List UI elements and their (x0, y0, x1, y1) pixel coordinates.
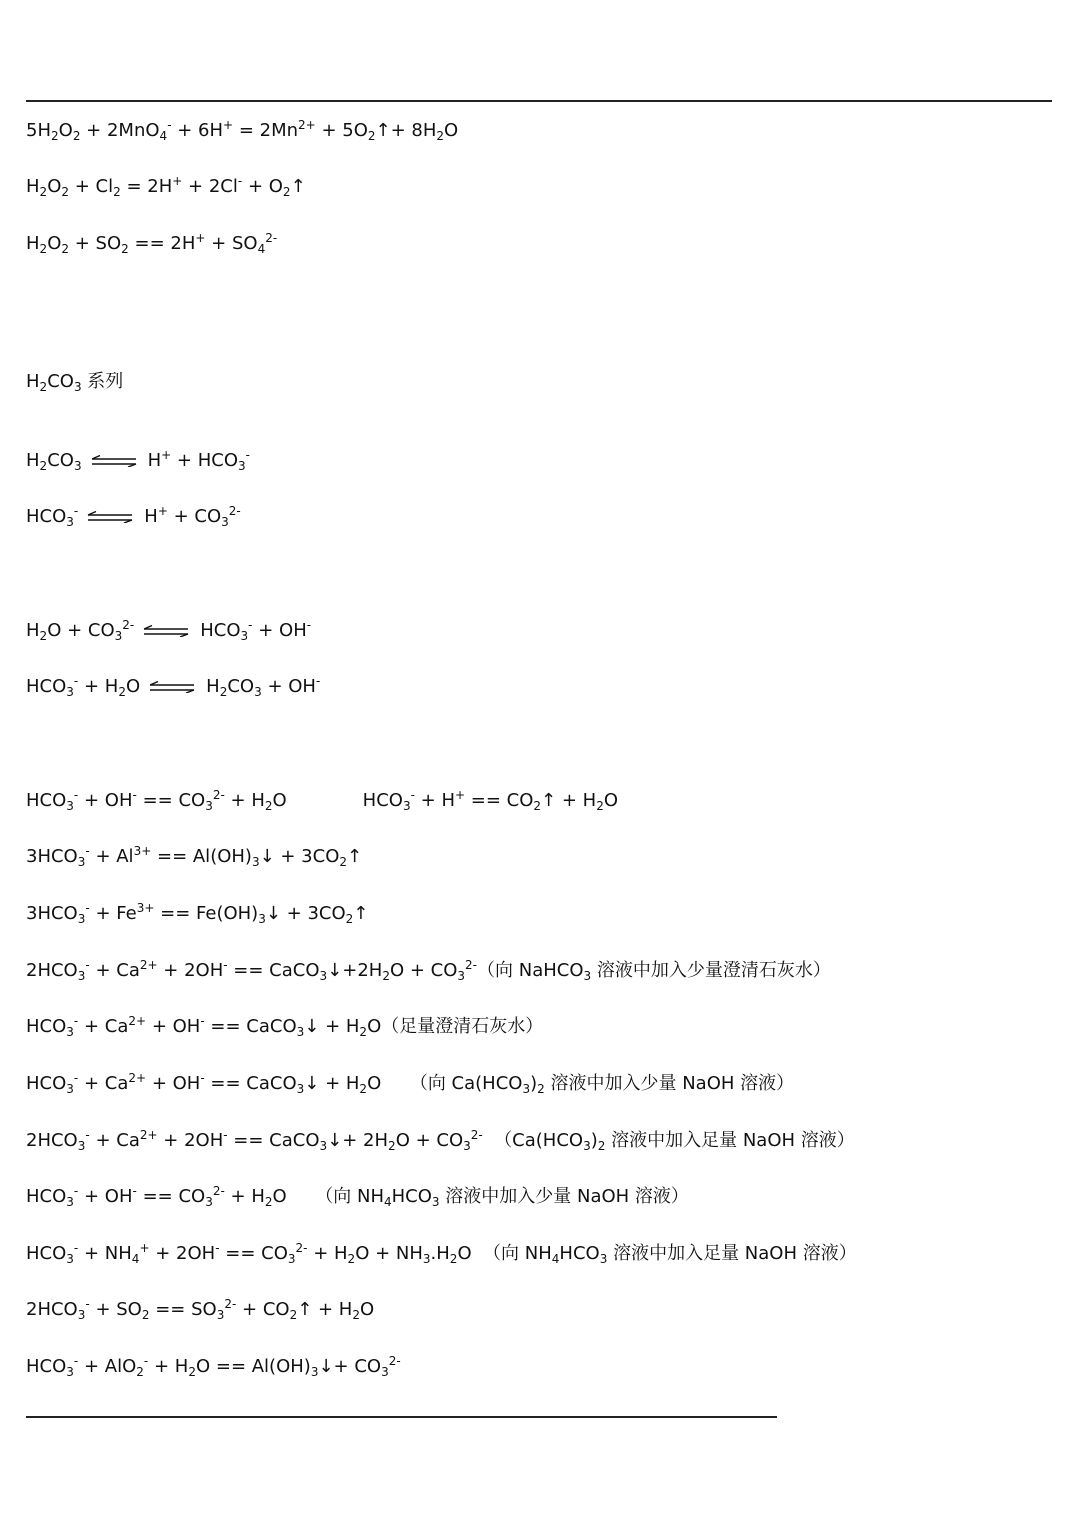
equilibrium-line (26, 505, 241, 529)
equation-line: $HCO_3^- + Ca^{2+} + OH^-$ == CaCO$_3$↓ + $H_2O$ （向 $Ca(HCO_3)_2$ 溶液中加入少量 NaOH 溶液） (26, 1071, 795, 1096)
equation-line: $5H_2O_2 + 2MnO_4^- + 6H^+ = 2Mn^{2+}$ + $5O_2↑+ 8H_2O$ (26, 118, 459, 143)
equation-line (26, 789, 618, 813)
equilibrium-arrow-icon (86, 511, 134, 523)
products: $H^+ + CO_3^{2-}$ (144, 504, 241, 529)
products: $HCO_3^- + OH^-$ (200, 618, 312, 643)
equilibrium-arrow-icon (148, 681, 196, 693)
bottom-rule (26, 1416, 777, 1418)
equilibrium-arrow-icon (142, 625, 190, 637)
section-heading: $H_2CO_3$ 系列 (26, 371, 124, 394)
equation-line: $HCO_3^- + Ca^{2+} + OH^-$ == CaCO$_3$↓ + $H_2O$（足量澄清石灰水） (26, 1014, 544, 1039)
equation-line: $2HCO_3^- + Ca^{2+} + 2OH^-$ == $CaCO_3↓+2H_2O + CO_3^{2-}$（向 NaHCO$_3$ 溶液中加入少量澄清石灰水） (26, 958, 831, 983)
equation-line: $3HCO_3^- + Al^{3+}$ == $Al(OH)_3↓$ + $3CO_2↑$ (26, 844, 363, 869)
equation-line: $HCO_3^- + NH_4^+ + 2OH^- == CO_3^{2-} + H_2O + NH_3.H_2O$ （向 $NH_4HCO_3$ 溶液中加入足量 NaOH 溶液） (26, 1241, 857, 1266)
equation-right: $HCO_3^- + H^+$ == $CO_2↑ + H_2O$ (362, 788, 619, 813)
equation-line: $HCO_3^- + AlO_2^- + H_2O$ == $Al(OH)_3↓+ CO_3^{2-}$ (26, 1354, 401, 1379)
equation-line: $H_2O_2 + Cl_2 = 2H^+ + 2Cl^-$ + $O_2↑$ (26, 174, 306, 199)
equation-left: $HCO_3^- + OH^- == CO_3^{2-} + H_2O$ (26, 788, 287, 813)
reactants: $H_2O + CO_3^{2-}$ (26, 618, 135, 643)
equation-line: $2HCO_3^- + Ca^{2+} + 2OH^-$ == CaCO$_3$↓+ $2H_2O + CO_3^{2-}$ （$Ca(HCO_3)_2$ 溶液中加入足量 NaOH 溶液） (26, 1128, 855, 1153)
equation-line: $3HCO_3^- + Fe^{3+}$ == $Fe(OH)_3↓$ + $3CO_2↑$ (26, 901, 369, 926)
equilibrium-line (26, 675, 320, 699)
equilibrium-line (26, 449, 250, 473)
equation-line: $H_2O_2 + SO_2 == 2H^+ + SO_4^{2-}$ (26, 231, 278, 256)
reactants: $HCO_3^- + H_2O$ (26, 674, 141, 699)
reactants: $H_2CO_3$ (26, 450, 82, 473)
equilibrium-arrow-icon (90, 455, 138, 467)
products: $H^+ + HCO_3^-$ (147, 448, 250, 473)
reactants: $HCO_3^-$ (26, 504, 79, 529)
equilibrium-line (26, 619, 311, 643)
products: $H_2CO_3 + OH^-$ (206, 674, 321, 699)
equation-line: $HCO_3^- + OH^- == CO_3^{2-} + H_2O$ （向 $NH_4HCO_3$ 溶液中加入少量 NaOH 溶液） (26, 1184, 689, 1209)
top-rule (26, 100, 1052, 102)
equation-line: $2HCO_3^- + SO_2 == SO_3^{2-}$ + $CO_2↑ + H_2O$ (26, 1297, 375, 1322)
